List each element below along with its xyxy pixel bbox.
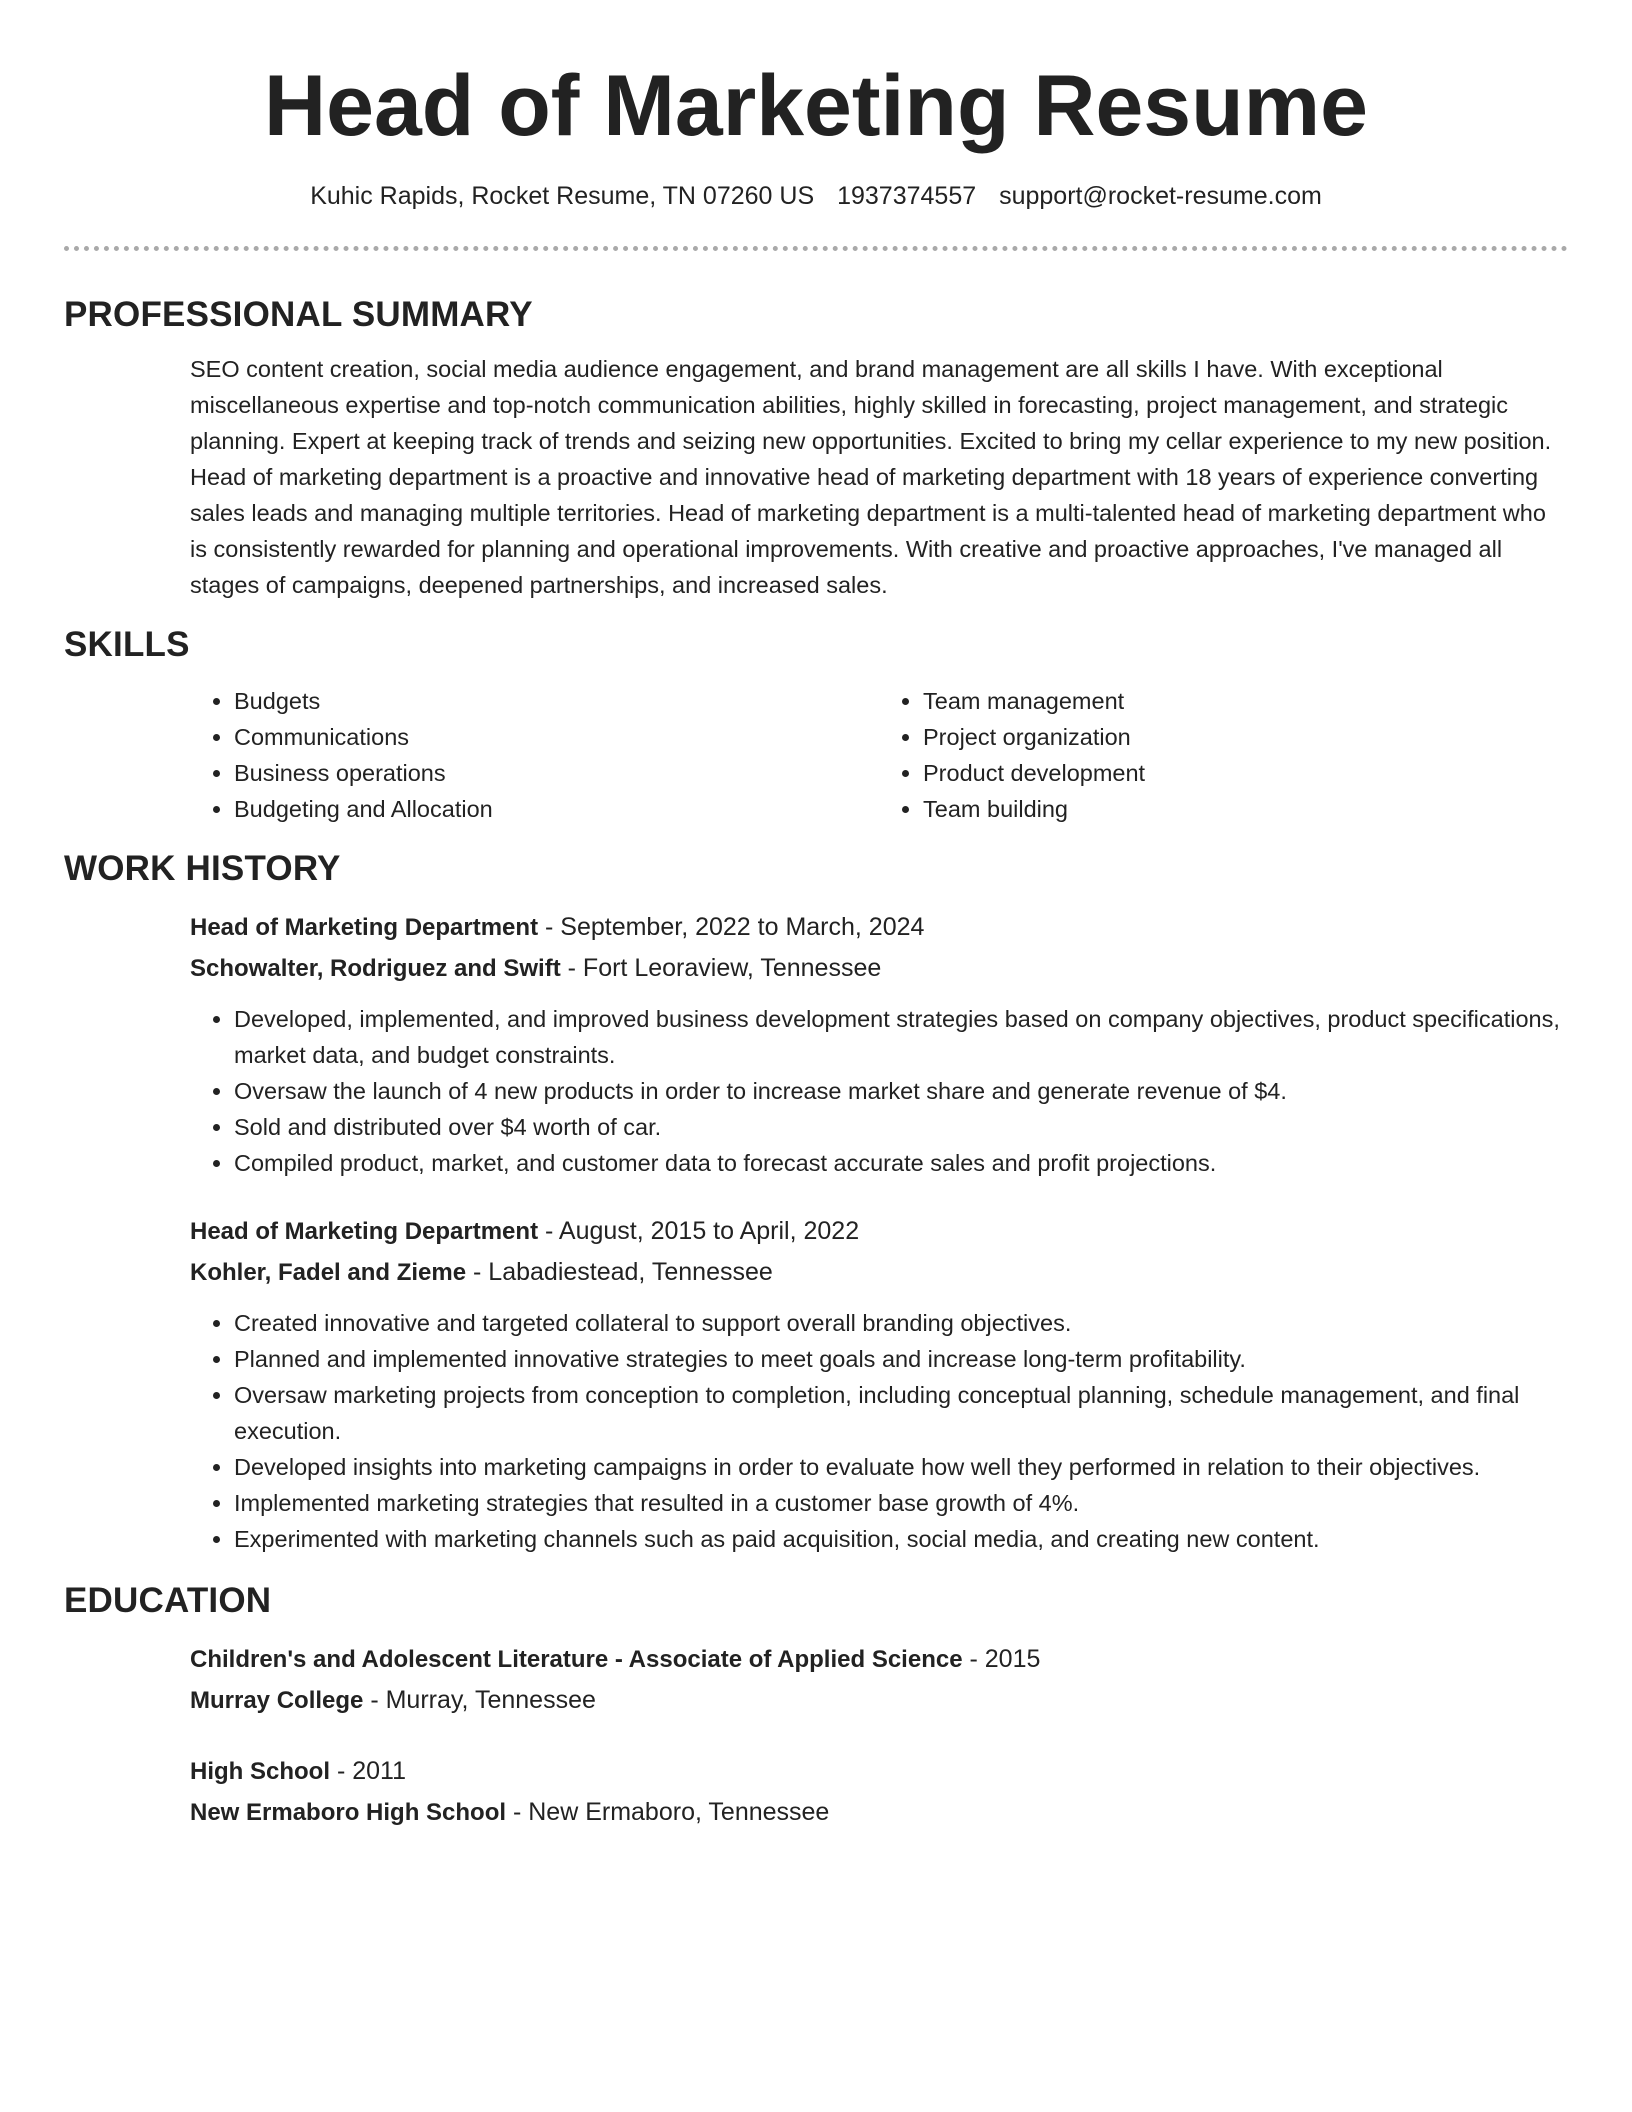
resume-title: Head of Marketing Resume (264, 58, 1368, 154)
skill-item: • Project organization (923, 719, 1568, 755)
contact-phone: 1937374557 (837, 182, 977, 210)
job-bullet: • Oversaw the launch of 4 new products in order to increase market share and generate revenue of $4. (234, 1073, 1568, 1109)
summary-heading: PROFESSIONAL SUMMARY (64, 295, 533, 334)
summary-text: SEO content creation, social media audience engagement, and brand management are all skills I have. With exceptional miscellaneous expertise and top-notch communication abilities, highly skilled in forecasting, project management, and strategic planning. Expert at keeping track of trends and seizing new opportunities. Excited to bring my cellar experience to my new position. Head of marketing department is a proactive and innovative head of marketing department with 18 years of experience converting sales leads and managing multiple territories. Head of marketing department is a multi-talented head of marketing department who is consistently rewarded for planning and operational improvements. With creative and proactive approaches, I've managed all stages of campaigns, deepened partnerships, and increased sales. (190, 356, 1552, 598)
job-title-line (190, 1211, 1568, 1252)
job-bullet: • Oversaw marketing projects from conception to completion, including conceptual planning, schedule management, and final execution. (234, 1377, 1568, 1449)
job-dates: - August, 2015 to April, 2022 (538, 1217, 860, 1245)
job-dates: - September, 2022 to March, 2024 (538, 913, 925, 941)
skill-item: • Communications (234, 719, 879, 755)
job-title-line (190, 907, 1568, 948)
degree-year: - 2011 (330, 1757, 406, 1785)
skill-item: • Team building (923, 791, 1568, 827)
job-company: Schowalter, Rodriguez and Swift (190, 955, 561, 982)
job-bullets (190, 1305, 1568, 1557)
skills-list (190, 683, 1568, 827)
job-bullet: • Implemented marketing strategies that resulted in a customer base growth of 4%. (234, 1485, 1568, 1521)
skills-heading: SKILLS (64, 625, 190, 664)
skills-column-left (190, 683, 879, 827)
school-line (190, 1792, 1568, 1833)
education-entry (190, 1639, 1568, 1721)
job-title: Head of Marketing Department (190, 914, 539, 941)
job-entry (190, 1211, 1568, 1557)
job-bullet: • Created innovative and targeted collateral to support overall branding objectives. (234, 1305, 1568, 1341)
school-line (190, 1680, 1568, 1721)
work-history (190, 907, 1568, 1557)
job-bullets (190, 1001, 1568, 1181)
job-bullet: • Developed insights into marketing campaigns in order to evaluate how well they performed in relation to their objectives. (234, 1449, 1568, 1485)
job-company: Kohler, Fadel and Zieme (190, 1259, 467, 1286)
skill-item: • Business operations (234, 755, 879, 791)
school-location: - Murray, Tennessee (363, 1686, 596, 1714)
education-list (190, 1639, 1568, 1833)
contact-address: Kuhic Rapids, Rocket Resume, TN 07260 US (310, 182, 815, 210)
job-company-line (190, 1252, 1568, 1293)
job-bullet: • Developed, implemented, and improved business development strategies based on company objectives, product specifications, market data, and budget constraints. (234, 1001, 1568, 1073)
skill-item: • Budgeting and Allocation (234, 791, 879, 827)
skill-item: • Product development (923, 755, 1568, 791)
contact-email: support@rocket-resume.com (999, 182, 1322, 210)
degree-name: High School (190, 1758, 330, 1785)
skills-column-right (879, 683, 1568, 827)
job-company-line (190, 948, 1568, 989)
skill-item: • Team management (923, 683, 1568, 719)
job-bullet: • Compiled product, market, and customer data to forecast accurate sales and profit projections. (234, 1145, 1568, 1181)
work-heading: WORK HISTORY (64, 849, 341, 888)
education-entry (190, 1751, 1568, 1833)
job-entry (190, 907, 1568, 1181)
skill-item: • Budgets (234, 683, 879, 719)
degree-year: - 2015 (962, 1645, 1041, 1673)
school-name: Murray College (190, 1687, 364, 1714)
job-bullet: • Planned and implemented innovative strategies to meet goals and increase long-term profitability. (234, 1341, 1568, 1377)
job-title: Head of Marketing Department (190, 1218, 539, 1245)
job-location: - Fort Leoraview, Tennessee (560, 954, 882, 982)
job-location: - Labadiestead, Tennessee (466, 1258, 773, 1286)
contact-line (64, 180, 1568, 212)
education-heading: EDUCATION (64, 1581, 272, 1620)
job-bullet: • Sold and distributed over $4 worth of car. (234, 1109, 1568, 1145)
degree-name: Children's and Adolescent Literature - Associate of Applied Science (190, 1646, 963, 1673)
job-bullet: • Experimented with marketing channels such as paid acquisition, social media, and creating new content. (234, 1521, 1568, 1557)
header-divider (64, 246, 1568, 251)
degree-line (190, 1639, 1568, 1680)
school-name: New Ermaboro High School (190, 1799, 507, 1826)
degree-line (190, 1751, 1568, 1792)
school-location: - New Ermaboro, Tennessee (506, 1798, 830, 1826)
